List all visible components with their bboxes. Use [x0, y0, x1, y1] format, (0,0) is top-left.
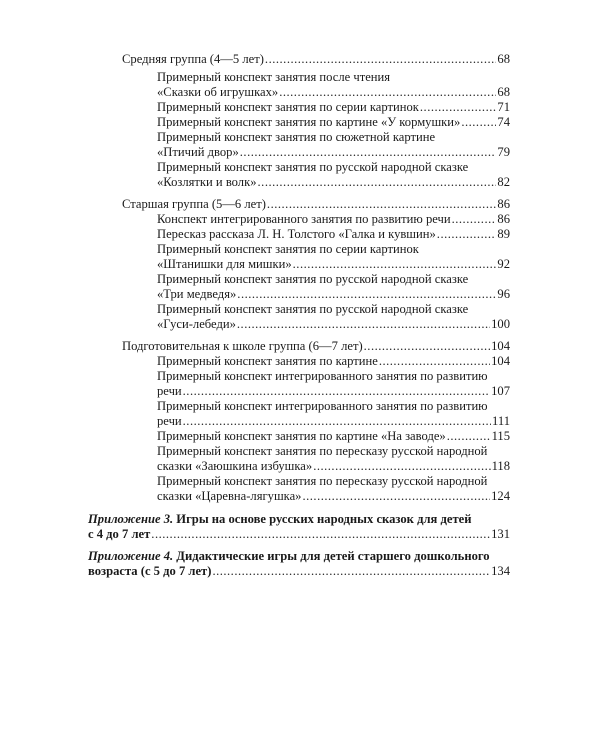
- toc-entry[interactable]: «Гуси-лебеди» ..... 100: [157, 317, 510, 332]
- page-number: 96: [497, 287, 510, 301]
- page-number: 86: [497, 212, 510, 226]
- toc-entry-line: Примерный конспект интегрированного занятия по развитию: [157, 369, 488, 383]
- page-number: 124: [491, 489, 510, 503]
- toc-entry[interactable]: «Три медведя» ..... 96: [157, 287, 510, 302]
- toc-entry[interactable]: Конспект интегрированного занятия по развитию речи ..... 86: [157, 212, 510, 227]
- toc-entry-line: Примерный конспект занятия после чтения: [157, 70, 391, 84]
- toc-entry-line: Примерный конспект занятия по серии картинок: [157, 242, 419, 256]
- page-number: 104: [491, 339, 510, 353]
- toc-entry[interactable]: «Штанишки для мишки» ..... 92: [157, 257, 510, 272]
- toc-entry-line: Примерный конспект интегрированного занятия по развитию: [157, 399, 488, 413]
- toc-entry[interactable]: возраста (с 5 до 7 лет) ..... 134: [88, 564, 510, 579]
- toc-entry[interactable]: сказки «Заюшкина избушка» ..... 118: [157, 459, 510, 474]
- toc-entry[interactable]: Примерный конспект занятия по картине «На заводе» ..... 115: [157, 429, 510, 444]
- page-number: 89: [497, 227, 510, 241]
- page-number: 131: [491, 527, 510, 541]
- toc-entry-line: Примерный конспект занятия по пересказу русской народной: [157, 444, 488, 458]
- page-number: 118: [491, 459, 510, 473]
- appendix-title-line[interactable]: Приложение 3. Игры на основе русских народных сказок для детей: [88, 512, 472, 526]
- toc-entry[interactable]: «Птичий двор» ..... 79: [157, 145, 510, 160]
- page-number: 82: [497, 175, 510, 189]
- page-number: 74: [497, 115, 510, 129]
- page-number: 68: [497, 52, 510, 66]
- toc-entry-line: Примерный конспект занятия по русской народной сказке: [157, 160, 469, 174]
- toc-entry[interactable]: «Козлятки и волк» ..... 82: [157, 175, 510, 190]
- page-number: 104: [491, 354, 510, 368]
- toc-entry[interactable]: Примерный конспект занятия по серии картинок ..... 71: [157, 100, 510, 115]
- toc-heading[interactable]: Старшая группа (5—6 лет) ..... 86: [122, 197, 510, 212]
- toc-heading[interactable]: Средняя группа (4—5 лет) ..... 68: [122, 52, 510, 67]
- toc-entry[interactable]: Примерный конспект занятия по картине ..... 104: [157, 354, 510, 369]
- page-number: 100: [491, 317, 510, 331]
- page-number: 111: [492, 414, 510, 428]
- page-number: 107: [491, 384, 510, 398]
- page-number: 115: [491, 429, 510, 443]
- page-number: 86: [497, 197, 510, 211]
- appendix-label: Приложение 3.: [88, 512, 174, 526]
- toc-entry[interactable]: речи ..... 107: [157, 384, 510, 399]
- page-number: 79: [497, 145, 510, 159]
- page-number: 134: [491, 564, 510, 578]
- page-number: 92: [497, 257, 510, 271]
- appendix-label: Приложение 4.: [88, 549, 174, 563]
- toc-entry-line: Примерный конспект занятия по пересказу русской народной: [157, 474, 488, 488]
- toc-entry-line: Примерный конспект занятия по русской народной сказке: [157, 272, 469, 286]
- toc-entry[interactable]: Примерный конспект занятия по картине «У кормушки» ..... 74: [157, 115, 510, 130]
- toc-entry[interactable]: с 4 до 7 лет ..... 131: [88, 527, 510, 542]
- page-number: 68: [497, 85, 510, 99]
- toc-entry[interactable]: «Сказки об игрушках» ..... 68: [157, 85, 510, 100]
- toc-entry[interactable]: речи ..... 111: [157, 414, 510, 429]
- toc-entry-line: Примерный конспект занятия по сюжетной картине: [157, 130, 436, 144]
- page-number: 71: [497, 100, 510, 114]
- appendix-title-line[interactable]: Приложение 4. Дидактические игры для детей старшего дошкольного: [88, 549, 490, 563]
- toc-entry-line: Примерный конспект занятия по русской народной сказке: [157, 302, 469, 316]
- toc-entry[interactable]: Пересказ рассказа Л. Н. Толстого «Галка и кувшин» ..... 89: [157, 227, 510, 242]
- toc-heading[interactable]: Подготовительная к школе группа (6—7 лет) ..... 104: [122, 339, 510, 354]
- toc-entry[interactable]: сказки «Царевна-лягушка» ..... 124: [157, 489, 510, 504]
